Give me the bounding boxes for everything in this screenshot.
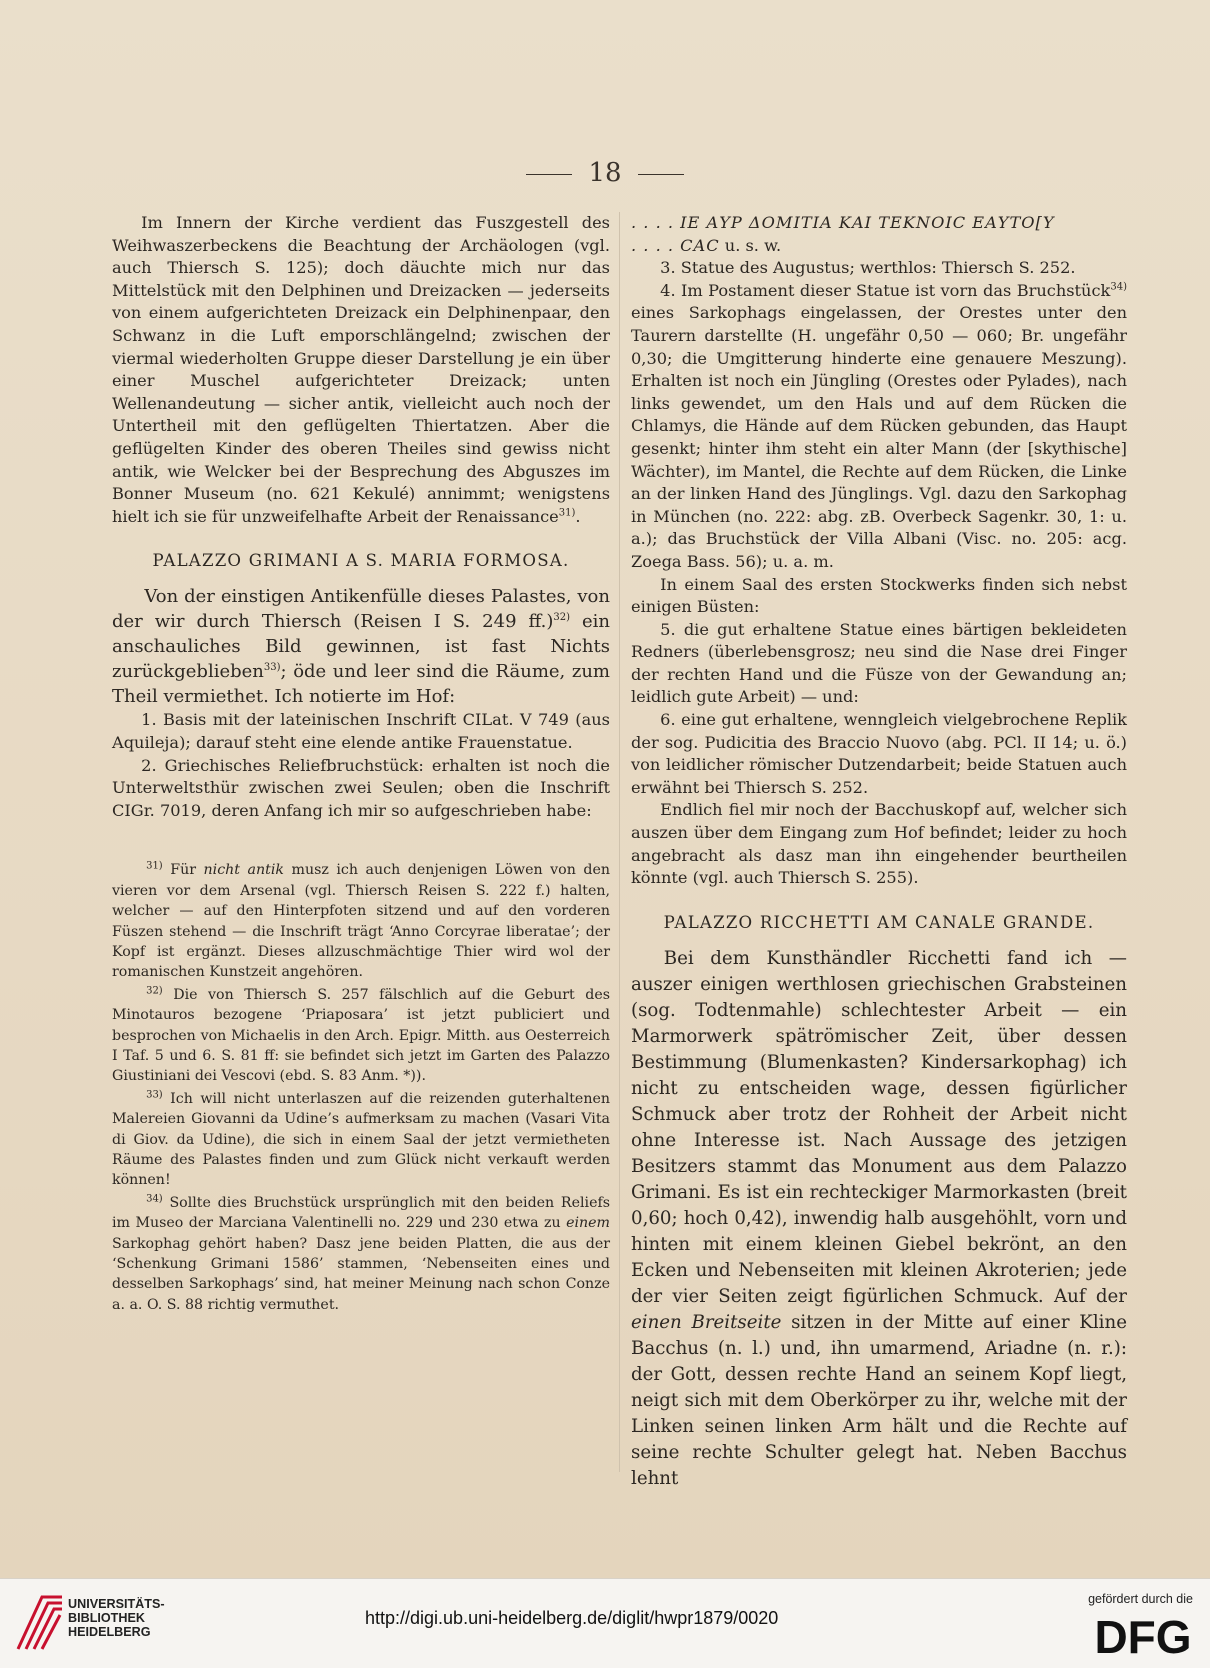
university-library-logo bbox=[12, 1589, 68, 1655]
right-column bbox=[631, 212, 1127, 1492]
list-item: 4. Im Postament dieser Statue ist vorn das Bruchstück$^{34)}$ eines Sarkophags eingelassen, der Orestes unter den Taurern darstellte (H. ungefähr 0,50 — 060; Br. ungefähr 0,30; die Umgitterung hinderte eine genauere Meszung). Erhalten ist noch ein Jüngling (Orestes oder Pylades), nach links gewendet, um den Hals und auf dem Rücken die Chlamys, die Hände auf dem Rücken gebunden, das Haupt gesenkt; hinter ihm steht ein alter Mann (der [skythische] Wächter), im Mantel, die Rechte auf dem Rücken, die Linke an der linken Hand des Jünglings. Vgl. dazu den Sarkophag in München (no. 222: abg. zB. Overbeck Sagenkr. 30, 1: u. a.); das Bruchstück der Villa Albani (Visc. no. 205: acg. Zoega Bass. 56); u. a. m. bbox=[631, 280, 1127, 571]
paragraph: In einem Saal des ersten Stockwerks finden sich nebst einigen Büsten: bbox=[631, 574, 1127, 617]
dfg-logo-text: DFG bbox=[1094, 1613, 1192, 1657]
footnote-33: $^{33)}$ Ich will nicht unterlaszen auf die reizenden guterhaltenen Malereien Giovanni da Udine’s aufmerksam zu machen (Vasari Vita di Giov. da Udine), die sich in einem Saal der jetzt vermietheten Räume des Palastes finden und zum Glück nicht verkauft werden können! bbox=[112, 1089, 610, 1189]
inscription-line: . . . . ϹΑϹ u. s. w. bbox=[631, 235, 782, 255]
paragraph-font: Im Innern der Kirche verdient das Fuszgestell des Weihwaszerbeckens die Beachtung der Archäologen (vgl. auch Thiersch S. 125); doch däuchte mich nur das Mittelstück mit den Delphinen und Dreizacken — jederseits von einem aufgerichteten Dreizack ein Delphinenpaar, den Schwanz in die Luft emporschlängelnd; zwischen der viermal wiederholten Gruppe dieser Darstellung je ein über einer Muschel aufgerichteter Dreizack; unten Wellenandeutung — sicher antik, vielleicht auch noch der Untertheil mit den geflügelten Thiertatzen. Aber die geflügelten Kinder des oberen Theiles sind gewiss nicht antik, wie Welcker bei der Besprechung des Abguszes im Bonner Museum (no. 621 Kekulé) annimmt; wenigstens hielt ich sie für unzweifelhafte Arbeit der Renaissance$^{31)}$. bbox=[112, 213, 610, 526]
footnote-ref: 34) bbox=[1110, 281, 1127, 293]
funded-by-label: gefördert durch die bbox=[1088, 1592, 1193, 1606]
viewer-footer bbox=[0, 1578, 1210, 1668]
list-item: 3. Statue des Augustus; werthlos: Thiersch S. 252. bbox=[660, 258, 1076, 278]
section-heading-ricchetti: PALAZZO RICCHETTI AM CANALE GRANDE. bbox=[663, 912, 1095, 932]
footnote-31: $^{31)}$ Für nicht antik musz ich auch denjenigen Löwen von den vieren vor dem Arsenal (vgl. Thiersch Reisen S. 222 f.) halten, welcher — auf den Hinterpfoten sitzend und auf den vorderen Füszen stehend — die Inschrift trägt ‘Anno Corcyrae liberatae’; der Kopf ist ergänzt. Dieses allzuschmächtige Thier wird wol der romanischen Kunstzeit angehören. bbox=[112, 860, 610, 981]
left-column bbox=[112, 212, 610, 1317]
paragraph-grimani-intro: Von der einstigen Antikenfülle dieses Palastes, von der wir durch Thiersch (Reisen I S. 249 ff.)$^{32)}$ ein anschauliches Bild gewinnen, ist fast Nichts zurückgeblieben$^{33)}$; öde und leer sind die Räume, zum Theil vermiethet. Ich notierte im Hof: bbox=[112, 586, 610, 708]
inscription-line: . . . . ΙΕ ΑΥΡ ΔΟΜΙΤΙΑ ΚΑΙ ΤΕΚΝΟΙϹ ΕΑΥΤΟ[Υ bbox=[631, 213, 1055, 232]
list-item: 5. die gut erhaltene Statue eines bärtigen bekleideten Redners (überlebensgrosz; neu sind die Nase drei Finger der rechten Hand und die Füsze von der Gewandung an; leidlich gute Arbeit) — und: bbox=[631, 619, 1127, 707]
footnote-32: $^{32)}$ Die von Thiersch S. 257 fälschlich auf die Geburt des Minotauros bezogene ‘Priaposara’ ist jetzt publiciert und besprochen von Michaelis in den Arch. Epigr. Mitth. aus Oesterreich I Taf. 5 und 6. S. 81 ff: sie befindet sich jetzt im Garten des Palazzo Giustiniani dei Vescovi (ebd. S. 83 Anm. *)). bbox=[112, 984, 610, 1085]
dfg-logo bbox=[1090, 1613, 1196, 1657]
footnote-ref: 31) bbox=[558, 507, 576, 519]
footnote-ref: 33) bbox=[263, 662, 281, 674]
paragraph: Endlich fiel mir noch der Bacchuskopf auf, welcher sich auszen über dem Eingang zum Hof befindet; leider zu hoch angebracht als dasz man ihn eingehender beurtheilen könnte (vgl. auch Thiersch S. 255). bbox=[631, 800, 1127, 888]
library-name: UNIVERSITÄTS- BIBLIOTHEK HEIDELBERG bbox=[68, 1597, 165, 1639]
footnote-ref: 32) bbox=[553, 612, 571, 624]
permalink[interactable]: http://digi.ub.uni-heidelberg.de/diglit/hwpr1879/0020 bbox=[365, 1608, 779, 1628]
list-item: 1. Basis mit der lateinischen Inschrift CILat. V 749 (aus Aquileja); darauf steht eine elende antike Frauenstatue. bbox=[112, 710, 610, 752]
list-item: 2. Griechisches Reliefbruchstück: erhalten ist noch die Unterweltsthür zwischen zwei Seulen; oben die Inschrift CIGr. 7019, deren Anfang ich mir so aufgeschrieben habe: bbox=[112, 755, 610, 820]
column-divider bbox=[619, 212, 620, 1472]
page-number: 18 bbox=[0, 158, 1210, 188]
section-heading-grimani: PALAZZO GRIMANI A S. MARIA FORMOSA. bbox=[152, 551, 570, 571]
footnotes bbox=[112, 860, 610, 1315]
footnote-34: $^{34)}$ Sollte dies Bruchstück ursprünglich mit den beiden Reliefs im Museo der Marciana Valentinelli no. 229 und 230 etwa zu einem Sarkophag gehört haben? Dasz jene beiden Platten, die aus der ‘Schenkung Grimani 1586’ stammen, ‘Nebenseiten eines und desselben Sarkophags’ sind, hat meiner Meinung nach schon Conze a. a. O. S. 88 richtig vermuthet. bbox=[112, 1193, 610, 1313]
paragraph-ricchetti: Bei dem Kunsthändler Ricchetti fand ich — auszer einigen werthlosen griechischen Grabsteinen (sog. Todtenmahle) schlechtester Arbeit — ein Marmorwerk spätrömischer Zeit, über dessen Bestimmung (Blumenkasten? Kindersarkophag) ich nicht zu entscheiden wage, dessen figürlicher Schmuck aber trotz der Rohheit der Arbeit nicht ohne Interesse ist. Nach Aussage des jetzigen Besitzers stammt das Monument aus dem Palazzo Grimani. Es ist ein rechteckiger Marmorkasten (breit 0,60; hoch 0,42), inwendig halb ausgehöhlt, vorn und hinten mit einem kleinen Giebel bekrönt, an den Ecken und Nebenseiten mit kleinen Akroterien; jede der vier Seiten zeigt figürlichen Schmuck. Auf der einen Breitseite sitzen in der Mitte auf einer Kline Bacchus (n. l.) und, ihn umarmend, Ariadne (n. r.): der Gott, dessen rechte Hand an seinem Kopf liegt, neigt sich mit dem Oberkörper zu ihr, welche mit der Linken seinen linken Arm hält und die Rechte auf seine rechte Schulter gelegt hat. Neben Bacchus lehnt bbox=[631, 947, 1127, 1489]
list-item: 6. eine gut erhaltene, wenngleich vielgebrochene Replik der sog. Pudicitia des Braccio Nuovo (abg. PCl. II 14; u. ö.) von leidlicher römischer Dutzendarbeit; beide Statuen auch erwähnt bei Thiersch S. 252. bbox=[631, 710, 1127, 797]
